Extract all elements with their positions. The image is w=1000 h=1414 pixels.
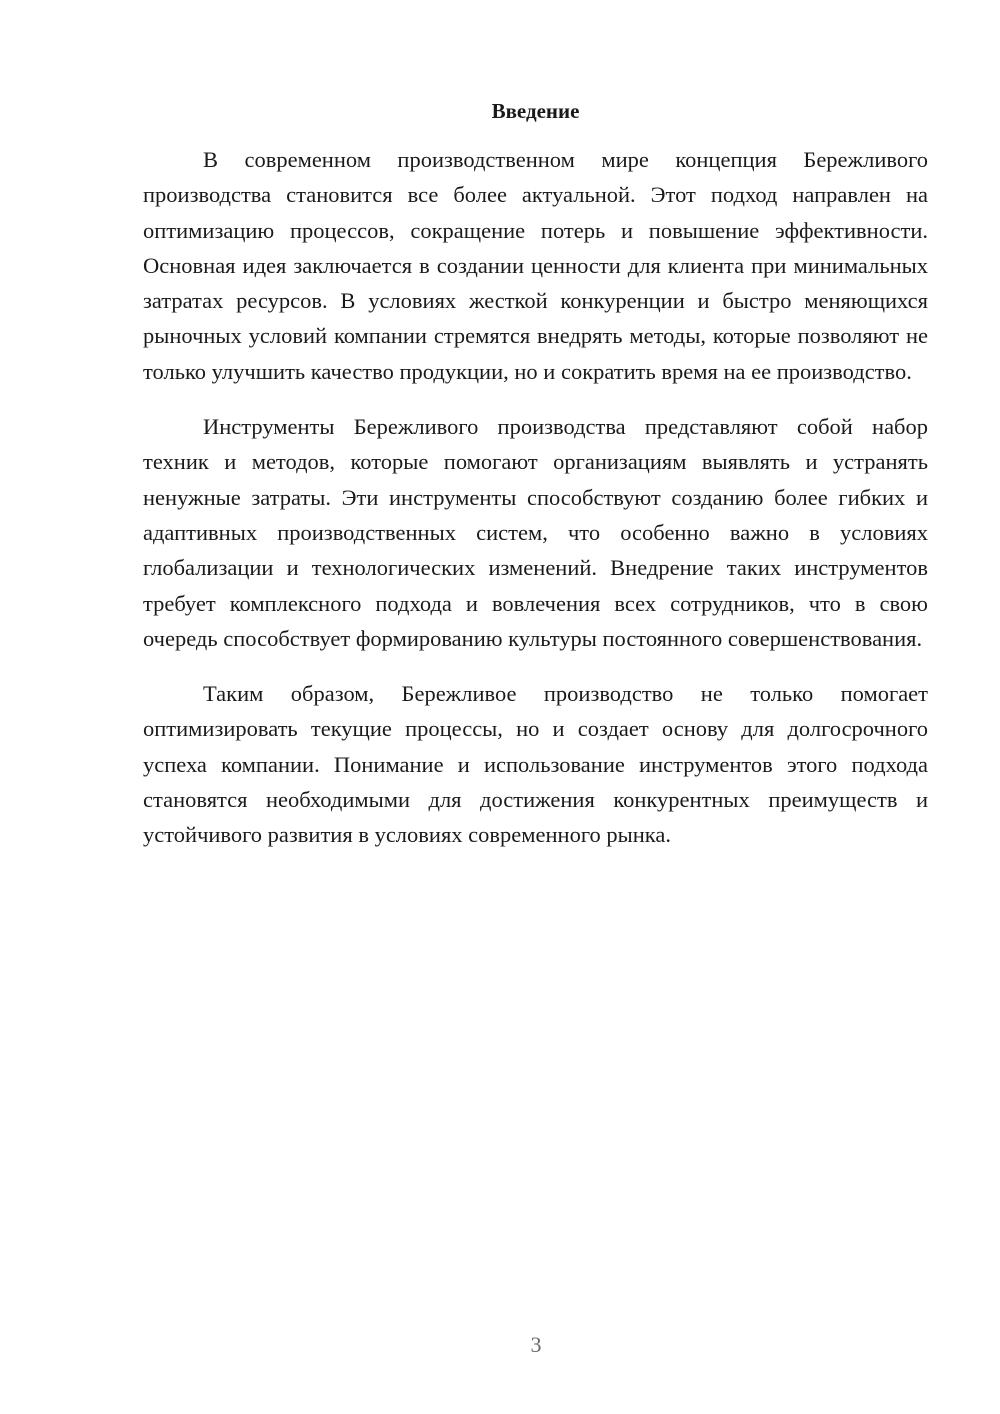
body-text bbox=[143, 142, 928, 853]
paragraph-1: В современном производственном мире концепция Бережливого производства становится все более актуальной. Этот подход направлен на оптимизацию процессов, сокращение потерь и повышение эффективности. Основная идея заключается в создании ценности для клиента при минимальных затратах ресурсов. В условиях жесткой конкуренции и быстро меняющихся рыночных условий компании стремятся внедрять методы, которые позволяют не только улучшить качество продукции, но и сократить время на ее производство. bbox=[143, 147, 928, 384]
paragraph-3: Таким образом, Бережливое производство не только помогает оптимизировать текущие процессы, но и создает основу для долгосрочного успеха компании. Понимание и использование инструментов этого подхода становятся необходимыми для достижения конкурентных преимуществ и устойчивого развития в условиях современного рынка. bbox=[143, 681, 928, 848]
page-title: Введение bbox=[491, 99, 580, 123]
page-number: 3 bbox=[530, 1332, 542, 1357]
paragraph-2: Инструменты Бережливого производства представляют собой набор техник и методов, которые помогают организациям выявлять и устранять ненужные затраты. Эти инструменты способствуют созданию более гибких и адаптивных производственных систем, что особенно важно в условиях глобализации и технологических изменений. Внедрение таких инструментов требует комплексного подхода и вовлечения всех сотрудников, что в свою очередь способствует формированию культуры постоянного совершенствования. bbox=[143, 414, 928, 651]
